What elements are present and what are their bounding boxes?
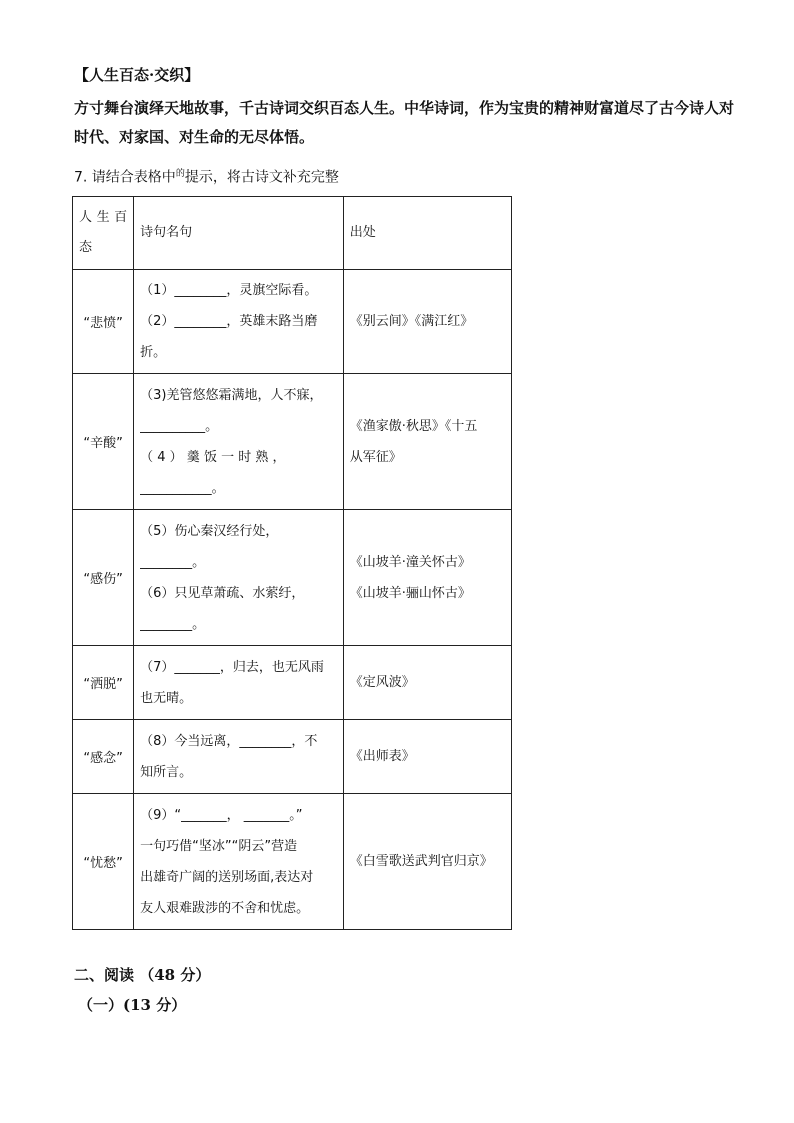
poem-line: （9）“_______， _______。” <box>140 807 303 823</box>
table-row <box>73 374 512 510</box>
row-source <box>343 646 511 720</box>
source-line: 《山坡羊·潼关怀古》 <box>349 554 471 570</box>
header-poem: 诗句名句 <box>134 197 344 270</box>
poem-line: （ 4 ） 羹 饭 一 时 熟 ， <box>140 449 286 465</box>
row-poem-lines <box>134 374 344 510</box>
header-category: 人生百态 <box>73 197 134 270</box>
row-poem-lines <box>134 510 344 646</box>
row-category: “洒脱” <box>73 646 134 720</box>
table-row <box>73 720 512 794</box>
row-category: “悲愤” <box>73 270 134 374</box>
poem-line: （5）伤心秦汉经行处， <box>140 523 279 539</box>
row-category: “忧愁” <box>73 794 134 930</box>
question-sup: 的 <box>175 169 185 179</box>
question-text-after: 提示，将古诗文补充完整 <box>184 169 339 186</box>
poem-line: （7）_______，归去，也无风雨 <box>140 659 324 675</box>
row-source <box>343 374 511 510</box>
row-poem-lines <box>134 720 344 794</box>
poem-line: 也无晴。 <box>140 690 193 706</box>
poem-line: （8）今当远离，________，不 <box>140 733 318 749</box>
source-line: 《出师表》 <box>349 749 415 764</box>
row-poem-lines <box>134 646 344 720</box>
poem-line: （6）只见草萧疏、水萦纡， <box>140 585 305 601</box>
table-header-row <box>73 197 512 270</box>
table-row <box>73 646 512 720</box>
row-category: “辛酸” <box>73 374 134 510</box>
source-line: 《别云间》《满江红》 <box>349 314 474 329</box>
poem-line: （1）________，灵旗空际看。 <box>140 283 318 298</box>
poem-line: （3)羌管悠悠霜满地，人不寐， <box>140 387 323 403</box>
poem-line: ________。 <box>140 616 206 632</box>
source-line: 《定风波》 <box>349 675 415 690</box>
poem-line: 友人艰难跋涉的不舍和忧虑。 <box>140 900 310 916</box>
row-category: “感伤” <box>73 510 134 646</box>
row-source <box>343 270 511 374</box>
poem-line: __________。 <box>140 418 219 434</box>
poem-line: （2）________，英雄末路当磨 <box>140 314 318 329</box>
sub-title: （一）(13 分） <box>78 996 187 1014</box>
row-source <box>343 510 511 646</box>
intro-paragraph: 方寸舞台演绎天地故事，千古诗词交织百态人生。中华诗词，作为宝贵的精神财富道尽了古今诗人对时代、对家国、对生命的无尽体悟。 <box>74 99 735 146</box>
poem-line: 知所言。 <box>140 764 193 780</box>
row-category: “感念” <box>73 720 134 794</box>
poem-line: 一句巧借“坚冰”“阴云”营造 <box>140 838 298 854</box>
source-line: 《白雪歌送武判官归京》 <box>349 854 493 869</box>
question-text-before: 7. 请结合表格中 <box>74 169 176 186</box>
poem-table <box>72 196 512 930</box>
row-poem-lines <box>134 794 344 930</box>
part-title: 二、阅读 （48 分） <box>74 966 211 984</box>
table-row <box>73 270 512 374</box>
table-row <box>73 510 512 646</box>
row-poem-lines <box>134 270 344 374</box>
poem-line: ________。 <box>140 554 206 570</box>
question-prompt <box>74 166 339 187</box>
section-title: 【人生百态·交织】 <box>74 66 200 84</box>
row-source <box>343 794 511 930</box>
poem-line: 折。 <box>140 345 167 360</box>
row-source <box>343 720 511 794</box>
table-row <box>73 794 512 930</box>
poem-line: 出雄奇广阔的送别场面,表达对 <box>140 869 314 885</box>
poem-line: ___________。 <box>140 480 225 496</box>
header-source: 出处 <box>343 197 511 270</box>
source-line: 从军征》 <box>349 449 402 465</box>
source-line: 《山坡羊·骊山怀古》 <box>349 585 471 601</box>
source-line: 《渔家傲·秋思》《十五 <box>349 418 478 434</box>
